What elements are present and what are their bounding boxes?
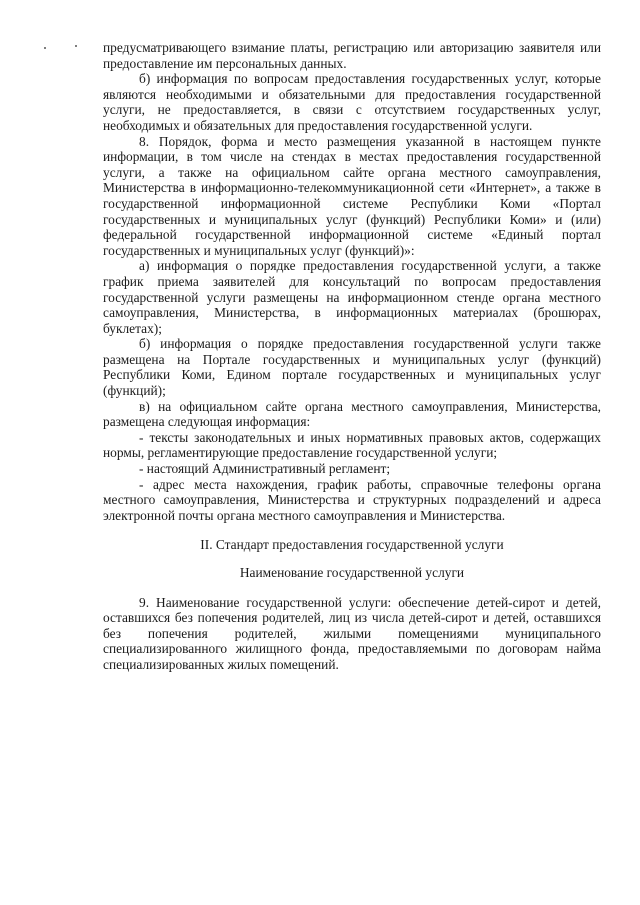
- scan-speck: [75, 45, 77, 47]
- list-item-regulation: - настоящий Административный регламент;: [139, 461, 391, 477]
- section-heading: II. Стандарт предоставления государственной услуги: [200, 537, 504, 553]
- paragraph-9: 9. Наименование государственной услуги: обеспечение детей-сирот и детей, оставшихся без попечения родителей, лиц из числа детей-сирот и детей, оставшихся без попечения родителей, жилыми помещениями муниципального специализированного жилищного фонда, предоставляемыми по договорам найма специализированных жилых помещений.: [103, 594, 601, 672]
- paragraph-8: 8. Порядок, форма и место размещения указанной в настоящем пункте информации, в том числе на стендах в местах предоставления государственной услуги, а также на официальном сайте органа местного самоуправления, Министерства в информационно-телекоммуникационной сети «Интернет», а также в государственной информационной системе Республики Коми «Портал государственных и муниципальных услуг (функций) Республики Коми» и (или) федеральной государственной информационной системе «Единый портал государственных и муниципальных услуг (функций)»:: [103, 133, 601, 258]
- paragraph-7b: б) информация по вопросам предоставления государственных услуг, которые являются необходимыми и обязательными для предоставления государственной услуги, не предоставляется, в связи с отсутствием государственных услуг, необходимых и обязательных для предоставления государственной услуги.: [103, 71, 601, 133]
- subsection-heading: Наименование государственной услуги: [239, 565, 465, 580]
- document-page: [103, 40, 601, 673]
- paragraph-8b: б) информация о порядке предоставления государственной услуги также размещена на Портале государственных и муниципальных услуг (функций) Республики Коми, Едином портале государственных и муниципальных услуг (функций);: [103, 336, 601, 399]
- scan-speck: [44, 47, 46, 49]
- list-item-contacts: - адрес места нахождения, график работы, справочные телефоны органа местного самоуправления, Министерства и структурных подразделений и адреса электронной почты органа местного самоуправления и Министерства.: [103, 476, 601, 523]
- list-item-legal-acts: - тексты законодательных и иных нормативных правовых актов, содержащих нормы, регламентирующие предоставление государственной услуги;: [103, 429, 601, 461]
- paragraph-8a: а) информация о порядке предоставления государственной услуги, а также график приема заявителей для консультаций по вопросам предоставления государственной услуги размещены на информационном стенде органа местного самоуправления, Министерства, в информационных материалах (брошюрах, буклетах);: [103, 258, 601, 336]
- paragraph-8c: в) на официальном сайте органа местного самоуправления, Министерства, размещена следующая информация:: [103, 398, 601, 430]
- paragraph-continuation: предусматривающего взимание платы, регистрацию или авторизацию заявителя или предоставление им персональных данных.: [103, 40, 601, 71]
